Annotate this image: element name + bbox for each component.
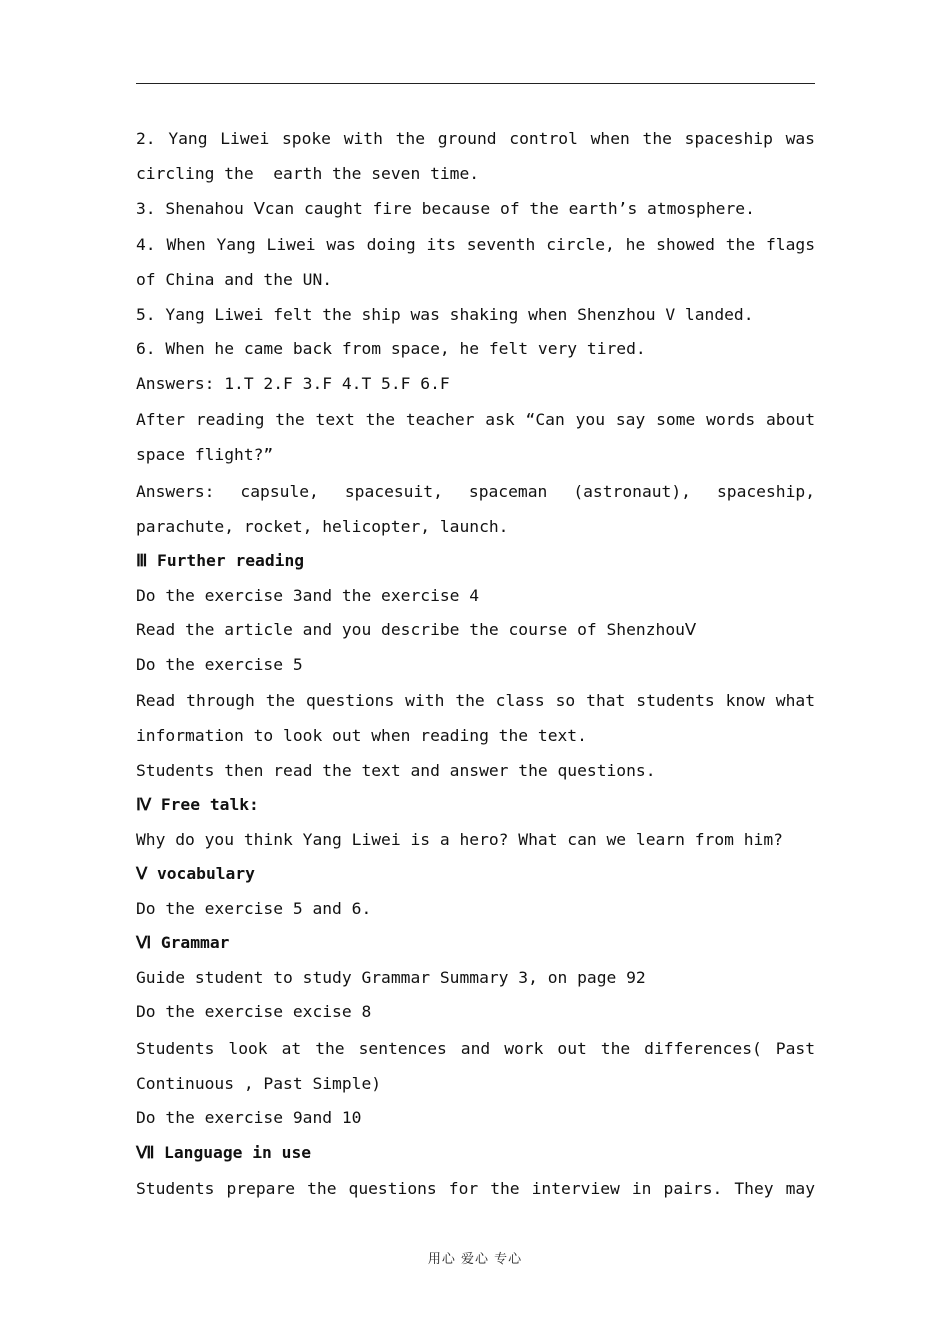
text-line: Do the exercise excise 8 (136, 1002, 372, 1021)
text-line: information to look out when reading the text. (136, 726, 587, 745)
section-heading-free-talk: Ⅳ Free talk: (136, 795, 259, 814)
text-line: 4. When Yang Liwei was doing its seventh circle, he showed the flags (136, 235, 815, 254)
text-line: 3. Shenahou Ⅴcan caught fire because of the earth’s atmosphere. (136, 198, 755, 218)
section-heading-vocabulary: Ⅴ vocabulary (136, 864, 255, 883)
answers-line: Answers: capsule, spacesuit, spaceman (astronaut), spaceship, (136, 481, 815, 501)
text-line: After reading the text the teacher ask “Can you say some words about (136, 410, 815, 429)
text-line: Do the exercise 3and the exercise 4 (136, 585, 480, 605)
page-footer: 用心 爱心 专心 (427, 1252, 523, 1267)
text-line: Guide student to study Grammar Summary 3, on page 92 (136, 967, 646, 987)
text-line: 5. Yang Liwei felt the ship was shaking when Shenzhou V landed. (136, 304, 754, 324)
text-line: Do the exercise 5 and 6. (136, 898, 372, 918)
text-line: Students look at the sentences and work out the differences( Past (136, 1038, 815, 1058)
text-line: Do the exercise 9and 10 (136, 1108, 362, 1127)
section-heading-grammar: Ⅵ Grammar (136, 933, 230, 952)
text-line: Do the exercise 5 (136, 654, 303, 674)
text-line: 2. Yang Liwei spoke with the ground control when the spaceship was (136, 129, 815, 148)
text-line: Continuous , Past Simple) (136, 1073, 382, 1093)
text-line: Students prepare the questions for the interview in pairs. They may (136, 1179, 815, 1198)
text-line: 6. When he came back from space, he felt very tired. (136, 339, 646, 358)
text-line: Why do you think Yang Liwei is a hero? What can we learn from him? (136, 829, 783, 849)
text-line: of China and the UN. (136, 270, 333, 289)
text-line: parachute, rocket, helicopter, launch. (136, 516, 509, 536)
answers-line: Answers: 1.T 2.F 3.F 4.T 5.F 6.F (136, 373, 450, 393)
document-body (136, 120, 815, 1207)
section-heading-language-in-use: Ⅶ Language in use (136, 1142, 312, 1162)
text-line: space flight?” (136, 445, 274, 464)
section-heading-further-reading: Ⅲ Further reading (136, 551, 305, 570)
text-line: Students then read the text and answer the questions. (136, 760, 656, 780)
text-line: circling the earth the seven time. (136, 164, 480, 183)
text-line: Read through the questions with the class so that students know what (136, 691, 815, 710)
header-rule (136, 83, 815, 84)
text-line: Read the article and you describe the course of ShenzhouⅤ (136, 620, 697, 639)
